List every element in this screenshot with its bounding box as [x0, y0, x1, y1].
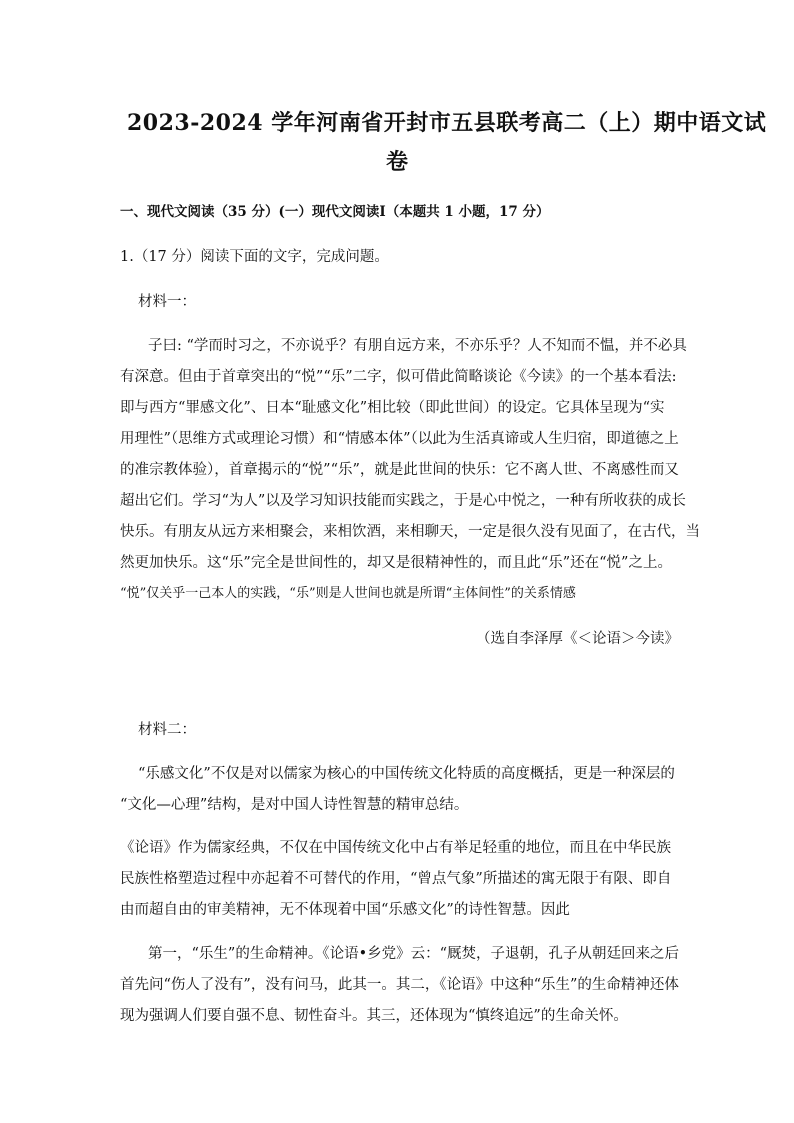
- material-2-line: 现为强调人们要自强不息、韧性奋斗。其三，还体现为“慎终追远”的生命关怀。: [120, 1008, 628, 1024]
- material-1-line: 用理性”（思维方式或理论习惯）和“情感本体”（以此为生活真谛或人生归宿，即道德之上: [120, 431, 679, 447]
- material-1-line: 即与西方“罪感文化”、日本“耻感文化”相比较（即此世间）的设定。它具体呈现为“实: [120, 400, 665, 416]
- material-2-line: 第一，“乐生”的生命精神。《论语•乡党》云：“厩焚，子退朝，孔子从朝廷回来之后: [148, 946, 680, 962]
- material-1-source: （选自李泽厚《＜论语＞今读》: [476, 631, 679, 647]
- material-2-label: 材料二：: [138, 722, 196, 738]
- material-2-line: 由而超自由的审美精神，无不体现着中国“乐感文化”的诗性智慧。因此: [120, 902, 570, 918]
- question-1: 1.（17 分）阅读下面的文字，完成问题。: [120, 249, 389, 265]
- material-1-line: 然更加快乐。这“乐”完全是世间性的，却又是很精神性的，而且此“乐”还在“悦”之上。: [120, 555, 672, 571]
- title-line-1: 2023-2024 学年河南省开封市五县联考高二（上）期中语文试: [127, 110, 767, 136]
- material-1-line: 快乐。有朋友从远方来相聚会，来相饮酒，来相聊天，一定是很久没有见面了，在古代，当: [120, 524, 700, 540]
- material-2-line: 《论语》作为儒家经典，不仅在中国传统文化中占有举足轻重的地位，而且在中华民族: [120, 840, 671, 856]
- title-line-2: 卷: [386, 149, 409, 175]
- material-1-line: 超出它们。学习“为人”以及学习知识技能而实践之，于是心中悦之，一种有所收获的成长: [120, 493, 686, 509]
- material-1-line: “悦”仅关乎一己本人的实践，“乐”则是人世间也就是所谓“主体间性”的关系情感: [120, 586, 576, 601]
- material-2-line: 民族性格塑造过程中亦起着不可替代的作用，“曾点气象”所描述的寓无限于有限、即自: [120, 871, 672, 887]
- material-2-line: 首先问“伤人了没有”，没有问马，此其一。其二，《论语》中这种“乐生”的生命精神还体: [120, 977, 679, 993]
- material-1-label: 材料一：: [138, 294, 196, 310]
- material-1-line: 有深意。但由于首章突出的“悦”“乐”二字，似可借此简略谈论《今读》的一个基本看法:: [120, 369, 677, 385]
- section-heading: 一、现代文阅读（35 分）(一）现代文阅读Ⅰ（本题共 1 小题，17 分）: [120, 204, 550, 220]
- material-2-line: “文化—心理”结构，是对中国人诗性智慧的精审总结。: [120, 797, 469, 813]
- material-1-line: 的准宗教体验），首章揭示的“悦”“乐”，就是此世间的快乐：它不离人世、不离感性而又: [120, 462, 679, 478]
- material-2-line: “乐感文化”不仅是对以儒家为核心的中国传统文化特质的高度概括，更是一种深层的: [138, 766, 675, 782]
- material-1-line: 子曰: “学而时习之，不亦说乎？有朋自远方来，不亦乐乎？人不知而不愠，并不必具: [148, 338, 687, 354]
